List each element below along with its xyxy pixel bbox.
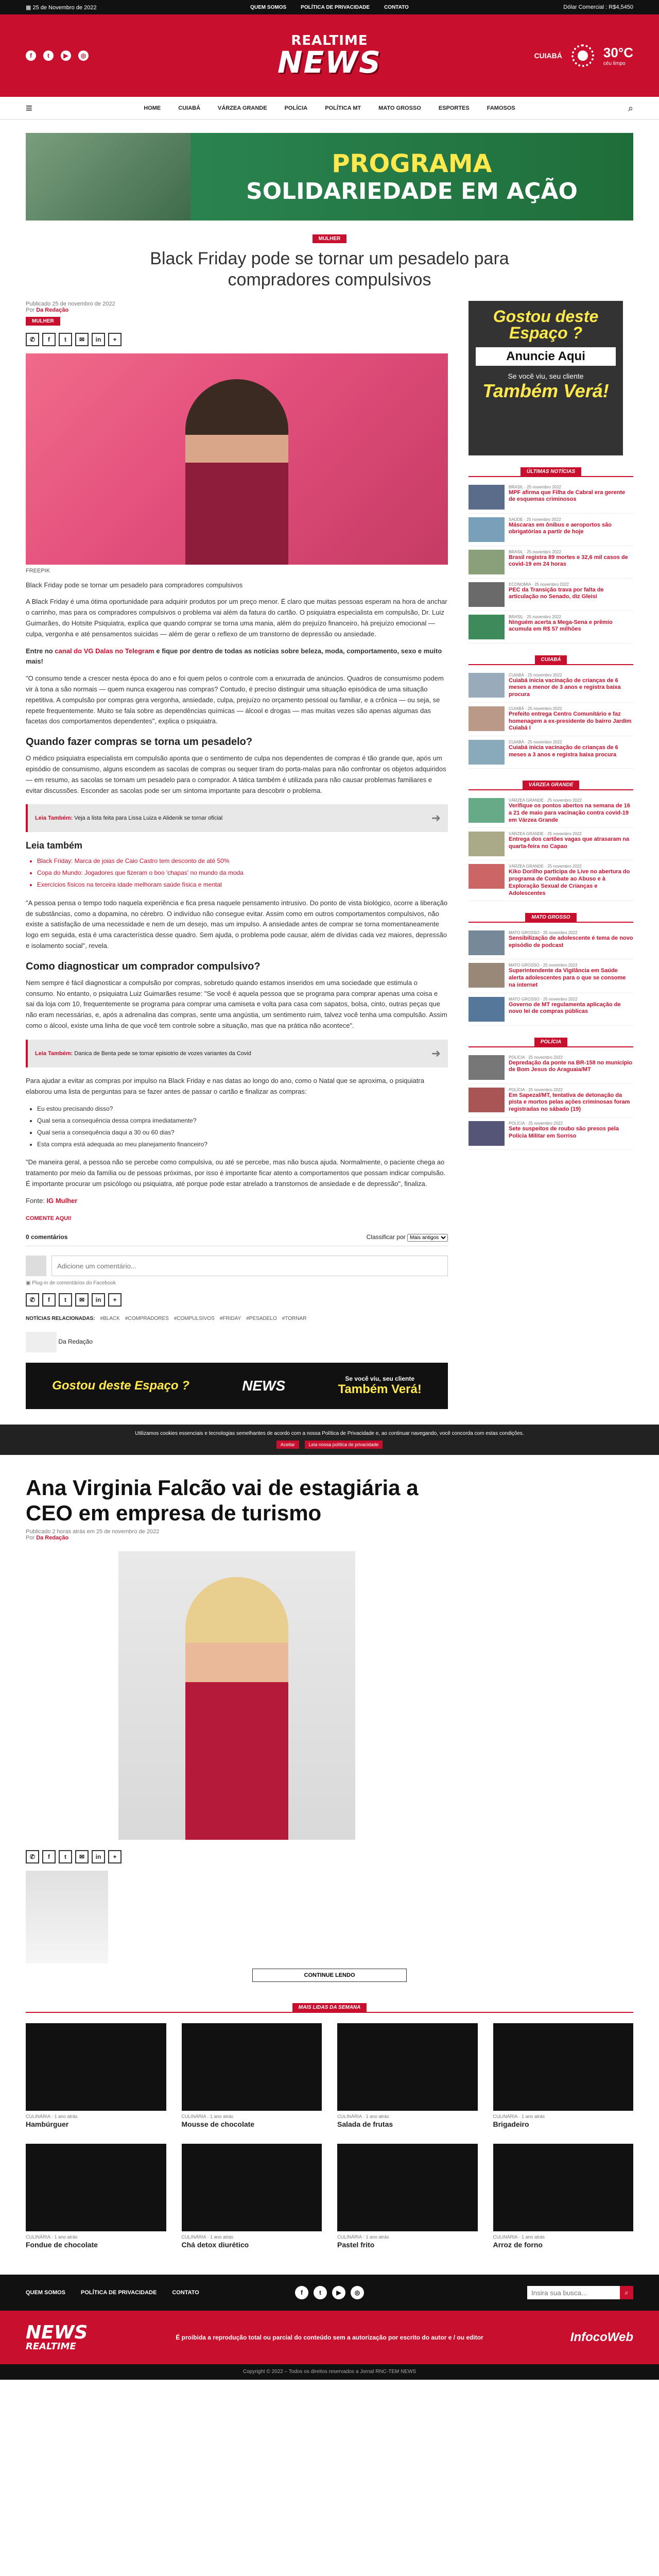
questions-list (37, 1103, 448, 1150)
card-image (493, 2023, 634, 2111)
sidebar-section-label: POLÍCIA (534, 1038, 568, 1046)
tag-link[interactable]: #COMPRADORES (125, 1316, 169, 1322)
news-title[interactable]: Cuiabá inicia vacinação de crianças de 6 meses a 3 anos e registra baixa procura (509, 744, 618, 758)
news-category: POLÍCIA · 25 novembro 2022 (509, 1087, 563, 1092)
question-item: • Eu estou precisando disso? (37, 1103, 448, 1115)
tag-link[interactable]: #PESADELO (246, 1316, 277, 1322)
section-heading: Como diagnosticar um comprador compulsivo? (26, 960, 261, 972)
news-title[interactable]: Verifique os pontos abertos na semana de 16 a 21 de maio para vacinação contra covid-19 em Várzea Grande (509, 803, 630, 823)
image-caption: FREEPIK (26, 567, 50, 574)
most-read-card[interactable] (493, 2144, 634, 2249)
sidebar-news-item[interactable] (469, 1084, 633, 1117)
footer-link-about[interactable]: QUEM SOMOS (26, 2290, 66, 2296)
card-title[interactable]: Mousse de chocolate (181, 2120, 255, 2129)
ad-side-line3: Se você viu, seu cliente (508, 371, 584, 380)
card-category: CULINÁRIA · 1 ano atrás (337, 2234, 389, 2240)
ad-banner-wide[interactable] (26, 1363, 448, 1409)
facebook-icon[interactable]: f (26, 50, 36, 61)
facebook-icon[interactable]: f (42, 1293, 56, 1307)
cookie-policy-button[interactable]: Leia nossa política de privacidade (305, 1440, 383, 1449)
comment-input[interactable] (51, 1256, 448, 1276)
news-thumbnail (469, 798, 505, 823)
question-item: • Qual seria a consequência dessa compra imediatamente? (37, 1115, 448, 1127)
logo-bottom-text: NEWS (278, 45, 381, 80)
site-header (0, 14, 659, 97)
instagram-icon[interactable]: ◎ (78, 50, 89, 61)
card-category: CULINÁRIA · 1 ano atrás (493, 2114, 545, 2120)
most-read-section (26, 2003, 633, 2249)
footer-logo[interactable] (26, 2324, 149, 2351)
related-prefix: Leia Também: (35, 1050, 73, 1057)
news-category: MATO GROSSO · 25 novembro 2022 (509, 930, 578, 936)
most-read-title: MAIS LIDAS DA SEMANA (292, 2003, 367, 2012)
card-category: CULINÁRIA · 1 ano atrás (26, 2114, 78, 2120)
comment-box (26, 1256, 448, 1276)
sidebar-section-label: ÚLTIMAS NOTÍCIAS (521, 467, 581, 476)
news-category: CUIABÁ · 25 novembro 2022 (509, 740, 562, 745)
nav-famosos[interactable]: FAMOSOS (487, 105, 515, 111)
news-thumbnail (469, 963, 505, 988)
card-title[interactable]: Salada de frutas (337, 2120, 393, 2129)
facebook-icon[interactable]: f (42, 1850, 56, 1863)
author-footer-name[interactable]: Da Redação (58, 1338, 93, 1346)
share-buttons-next (26, 1850, 633, 1863)
article-hero-image (26, 353, 448, 565)
news-title[interactable]: Em Sapezal/MT, tentativa de detonação da pista e mortos pelas ações criminosas foram registradas no sábado (19) (509, 1092, 630, 1113)
instagram-icon[interactable]: ◎ (351, 2286, 364, 2299)
article-paragraph: "De maneira geral, a pessoa não se percebe como compulsiva, ou até se percebe, mas não busca ajuda. Normalmente, o paciente chega ao tratamento por meio da família ou de pessoas próximas, por isso é importante ficar atento a comportamentos que possam indicar compulsão. É importante procurar um psicólogo ou psiquiatra, até porque pode estar atrelado a transtornos de ansiedade e de depressão", finaliza. (26, 1158, 446, 1188)
news-category: BRASIL · 25 novembro 2022 (509, 484, 561, 489)
sun-icon (571, 44, 594, 67)
related-title: Danica de Benta pede se tornar episiotrio de vozes variantes da Covid (74, 1050, 251, 1057)
source-line (26, 1196, 448, 1207)
card-image (337, 2023, 478, 2111)
most-read-card[interactable] (493, 2023, 634, 2128)
article-paragraph: Para ajudar a evitar as compras por impulso na Black Friday e nas datas ao longo do ano, como o Natal que se aproxima, o psiquiatra elaborou uma lista de perguntas para se fazer antes de passar o cartão e finalizar as compras: (26, 1076, 424, 1095)
linkedin-icon[interactable]: in (92, 1293, 105, 1307)
linkedin-icon[interactable]: in (92, 333, 105, 346)
email-icon[interactable]: ✉ (75, 1293, 89, 1307)
whatsapp-icon[interactable]: ✆ (26, 1850, 39, 1863)
related-link-box[interactable] (26, 804, 448, 832)
news-thumbnail (469, 930, 505, 955)
news-category: MATO GROSSO · 25 novembro 2022 (509, 996, 578, 1002)
article-paragraph: Nem sempre é fácil diagnosticar a compulsão por compras, sobretudo quando estamos inseridos em uma sociedade que estimula o consumo. No entanto, o psiquiatra Luiz Guimarães resume: "Se você é aquela pessoa que se programa para comprar apenas uma coisa e sai da loja com 10, frequentemente se programa para comprar uma camiseta e volta para casa com sapatos, bolsa, cinto, outras peças que não eram necessárias, e, após a adrenalina das compras, sente uma angústia, um sentimento ruim, talvez você tenha uma compulsão. Assim como o álcool, existe uma linha de que você tem controle sobre a situação, mas que na prática não acontece". (26, 978, 447, 1029)
news-title[interactable]: Governo de MT regulamenta aplicação de novo lei de compras públicas (509, 1001, 621, 1015)
top-links (228, 5, 430, 10)
news-category: CUIABÁ · 25 novembro 2022 (509, 672, 562, 677)
ad-wide-line4: Também Verá! (338, 1382, 422, 1397)
card-image (182, 2144, 322, 2231)
article-column (26, 301, 448, 1410)
tag-link[interactable]: #BLACK (100, 1316, 120, 1322)
twitter-icon[interactable]: t (43, 50, 54, 61)
footer-logo-a: NEWS (26, 2322, 88, 2344)
news-title[interactable]: Brasil registra 89 mortes e 32,6 mil casos de covid-19 em 24 horas (509, 554, 628, 568)
sidebar-news-item[interactable] (469, 481, 633, 514)
nav-cuiaba[interactable]: CUIABÁ (178, 105, 201, 111)
ad-sidebar[interactable] (469, 301, 623, 455)
most-read-grid (26, 2023, 633, 2249)
top-link-contact[interactable]: CONTATO (384, 4, 409, 10)
next-published-date: Publicado 2 horas atrás em 25 de novembro de 2022 (26, 1529, 160, 1535)
author-box (26, 1332, 448, 1352)
next-by-prefix: Por (26, 1535, 35, 1541)
sort-select[interactable] (407, 1234, 448, 1242)
whatsapp-icon[interactable]: ✆ (26, 1293, 39, 1307)
news-category: VÁRZEA GRANDE · 25 novembro 2022 (509, 798, 582, 803)
card-category: CULINÁRIA · 1 ano atrás (337, 2114, 389, 2120)
article-lead: Black Friday pode se tornar um pesadelo para compradores compulsivos (26, 581, 243, 589)
article-paragraph: "A pessoa pensa o tempo todo naquela experiência e fica presa naquele pensamento intrusivo. Do ponto de vista biológico, ocorre a liberação de substâncias, como a dopamina, no cérebro. O indivíduo não consegue evitar. Assim como em outros comportamentos compulsivos, não existe a satisfação de uma necessidade e nem de um desejo, mas um impulso. A ansiedade antes de comprar se torna momentaneamente logo em seguida, esta é uma característica desse quadro. Sem ajuda, o problema pode causar, além de dívidas cada vez maiores, depressão e isolamento social", revela. (26, 899, 448, 950)
tag-link[interactable]: #COMPULSIVOS (174, 1316, 215, 1322)
ad-side-line2: Anuncie Aqui (476, 347, 616, 366)
logo-top-text: REALTIME (291, 33, 368, 48)
current-date (26, 4, 228, 11)
comment-here-link[interactable]: COMENTE AQUI! (26, 1215, 72, 1222)
comments-plugin-label (26, 1280, 448, 1286)
most-read-card[interactable] (26, 2023, 166, 2128)
news-category: MATO GROSSO · 25 novembro 2022 (509, 963, 578, 968)
telegram-rest: e fique por dentro de todas as notícias sobre beleza, moda, comportamento, sexo e muito mais! (26, 647, 442, 666)
plus-icon[interactable]: + (108, 333, 122, 346)
ad-wide-logo: NEWS (242, 1378, 286, 1394)
youtube-icon[interactable]: ▶ (332, 2286, 345, 2299)
tag-link[interactable]: #FRIDAY (219, 1316, 241, 1322)
news-thumbnail (469, 582, 505, 607)
article-author[interactable]: Da Redação (36, 307, 69, 313)
share-buttons (26, 333, 448, 346)
promo-banner[interactable] (26, 133, 633, 221)
article-paragraph: "O consumo tende a crescer nesta época do ano e foi quem pelos o controle com a enxurrada de anúncios. Quadros de consumismo podem vir à tona a são normais — quem nunca exagerou nas compras? Contudo, é preciso distinguir uma situação episódica de uma situação repetitiva. A compulsão por compras gera vergonha, ansiedade, culpa, prejuízo no orçamento pessoal ou familiar, e a crônica — ou seja, se repete frequentemente. Muito se fala sobre as dependências químicas — álcool e drogas — mas muitas vezes são apenas algumas das facetas dos comportamentos dependentes", explica o psiquiatra. (26, 674, 444, 725)
question-item: • Esta compra está adequada ao meu planejamento financeiro? (37, 1139, 448, 1150)
section-heading: Quando fazer compras se torna um pesadelo? (26, 736, 253, 748)
news-title[interactable]: Entrega dos cartões vagas que atrasaram na quarta-feira no Capao (509, 836, 630, 850)
news-category: POLÍCIA · 25 novembro 2022 (509, 1121, 563, 1126)
card-title[interactable]: Brigadeiro (493, 2120, 529, 2129)
card-title[interactable]: Chá detox diurético (181, 2241, 249, 2249)
card-title[interactable]: Pastel frito (337, 2241, 375, 2249)
comments-bar (26, 1229, 448, 1246)
plus-icon[interactable]: + (108, 1293, 122, 1307)
news-title[interactable]: Superintendente da Vigilância em Saúde alerta adolescentes para o que se consome na internet (509, 968, 626, 988)
news-title[interactable]: Sete suspeitos de roubo são presos pela Polícia Militar em Sorriso (509, 1125, 619, 1139)
twitter-icon[interactable]: t (59, 1293, 72, 1307)
weather-city: CUIABÁ (534, 52, 562, 60)
twitter-icon[interactable]: t (59, 1850, 72, 1863)
sidebar (469, 301, 633, 1410)
avatar (26, 1256, 46, 1276)
most-read-card[interactable] (26, 2144, 166, 2249)
card-title[interactable]: Arroz de forno (493, 2241, 543, 2249)
article-paragraph: A Black Friday é uma ótima oportunidade para adquirir produtos por um preço menor. É claro que muitas pessoas esperam na hora de anchar o carrinho, mas para os compradores compulsivos o problema vai além da fatura do cartão. O psiquiatra especialista em compulsão, Dr. Luiz Guimarães, do Hotsite Psiquiatra, explica que quando comprar se torna uma mania, além do prejuízo financeiro, há prejuízo emocional — culpa, vergonha e até pensamentos suicidas — além de gerar o reflexo de um transtorno de depressão ou ansiedade. (26, 598, 447, 638)
sidebar-news-item[interactable] (469, 669, 633, 703)
footer-bar (0, 2275, 659, 2311)
site-logo[interactable] (228, 33, 430, 80)
facebook-icon: ▣ (26, 1280, 31, 1286)
youtube-icon[interactable]: ▶ (61, 50, 71, 61)
calendar-icon: ▦ (26, 4, 31, 11)
read-also-item[interactable]: • Copa do Mundo: Jogadores que fizeram o boo 'chapas' no mundo da moda (37, 867, 448, 879)
news-title[interactable]: MPF afirma que Filha de Cabral era gerente de esquemas criminosos (509, 489, 626, 503)
author-avatar (26, 1332, 57, 1352)
read-also-title: Leia também (26, 840, 83, 851)
news-thumbnail (469, 517, 505, 542)
article-meta (26, 301, 448, 313)
related-link-box[interactable] (26, 1040, 448, 1067)
sidebar-news-item[interactable] (469, 546, 633, 579)
cookie-banner (0, 1425, 659, 1455)
news-title[interactable]: Depredação da ponte na BR-158 no município de Bom Jesus do Araguaia/MT (509, 1059, 633, 1073)
sidebar-news-item[interactable] (469, 514, 633, 546)
news-thumbnail (469, 550, 505, 574)
sidebar-news-item[interactable] (469, 993, 633, 1026)
card-image (493, 2144, 634, 2231)
related-prefix: Leia Também: (35, 815, 73, 822)
card-image (182, 2023, 322, 2111)
news-thumbnail (469, 673, 505, 698)
search-icon[interactable]: ⌕ (620, 2286, 633, 2299)
ad-wide-line1: Gostou deste Espaço ? (52, 1379, 189, 1393)
news-title[interactable]: Sensibilização de adolescente é tema de novo episódio de podcast (509, 935, 633, 949)
news-thumbnail (469, 1088, 505, 1112)
card-category: CULINÁRIA · 1 ano atrás (493, 2234, 545, 2240)
sidebar-news-item[interactable] (469, 579, 633, 611)
news-thumbnail (469, 1121, 505, 1146)
news-thumbnail (469, 485, 505, 510)
banner-line2: SOLIDARIEDADE EM AÇÃO (246, 178, 578, 205)
tag-link[interactable]: #TORNAR (282, 1316, 307, 1322)
comments-count: 0 comentários (26, 1233, 68, 1241)
nav-varzea-grande[interactable]: VÁRZEA GRANDE (218, 105, 267, 111)
news-thumbnail (469, 740, 505, 765)
preview-image (26, 1871, 108, 1963)
news-title[interactable]: Ninguém acerta a Mega-Sena e prêmio acumula em R$ 57 milhões (509, 619, 613, 633)
read-also-item[interactable]: • Black Friday: Marca de joias de Caio Castro tem desconto de até 50% (37, 855, 448, 867)
facebook-icon[interactable]: f (42, 333, 56, 346)
cookie-text: Utilizamos cookies essenciais e tecnologias semelhantes de acordo com a nossa Política de Privacidade e, ao continuar navegando, você concorda com estas condições. (135, 1431, 524, 1437)
most-read-card[interactable] (182, 2023, 322, 2128)
dollar-rate: Dólar Comercial : R$4,5450 (563, 4, 633, 10)
main-nav (0, 97, 659, 120)
card-category: CULINÁRIA · 1 ano atrás (181, 2114, 234, 2120)
top-link-privacy[interactable]: POLÍTICA DE PRIVACIDADE (301, 4, 370, 10)
next-article-image (118, 1551, 355, 1840)
card-category: CULINÁRIA · 1 ano atrás (181, 2234, 234, 2240)
header-social (26, 50, 228, 61)
news-thumbnail (469, 615, 505, 639)
email-icon[interactable]: ✉ (75, 333, 89, 346)
plus-icon[interactable]: + (108, 1850, 122, 1863)
cookie-accept-button[interactable]: Aceitar (276, 1440, 299, 1449)
news-category: BRASIL · 25 novembro 2022 (509, 549, 561, 554)
news-thumbnail (469, 832, 505, 856)
weather-temp: 30°C (603, 45, 633, 60)
related-tags (26, 1316, 448, 1321)
read-also-list (37, 855, 448, 890)
sidebar-news-item[interactable] (469, 860, 633, 901)
nav-policia[interactable]: POLÍCIA (284, 105, 308, 111)
most-read-card[interactable] (182, 2144, 322, 2249)
news-title[interactable]: Cuiabá inicia vacinação de crianças de 6 meses a menor de 3 anos e registra baixa procura (509, 677, 621, 698)
twitter-icon[interactable]: t (59, 333, 72, 346)
card-title[interactable]: Hambúrguer (26, 2120, 69, 2129)
banner-line1: PROGRAMA (332, 149, 492, 178)
linkedin-icon[interactable]: in (92, 1850, 105, 1863)
share-buttons-bottom (26, 1293, 448, 1307)
news-thumbnail (469, 706, 505, 731)
news-category: VÁRZEA GRANDE · 25 novembro 2022 (509, 864, 582, 869)
next-article-meta (26, 1529, 633, 1541)
news-thumbnail (469, 864, 505, 889)
sidebar-news-item[interactable] (469, 927, 633, 959)
telegram-prefix: Entre no (26, 647, 53, 655)
continue-reading-button[interactable]: CONTINUE LENDO (252, 1969, 407, 1982)
search-icon[interactable]: ⌕ (628, 103, 633, 113)
copyright-bar: Copyright © 2022 – Todos os direitos reservados a Jornal RNC-TEM NEWS (0, 2364, 659, 2380)
telegram-link[interactable]: canal do VG Dalas no Telegram (55, 647, 154, 655)
sidebar-news-item[interactable] (469, 1052, 633, 1084)
next-article-title[interactable]: Ana Virginia Falcão vai de estagiária a CEO em empresa de turismo (26, 1476, 419, 1525)
news-title[interactable]: Prefeito entrega Centro Comunitário e faz homenagem a ex-presidente do bairro Jardim Cuiabá I (509, 710, 632, 732)
next-article-preview (26, 1871, 633, 1963)
sidebar-news-item[interactable] (469, 611, 633, 643)
news-category: SAÚDE · 25 novembro 2022 (509, 517, 561, 522)
twitter-icon[interactable]: t (314, 2286, 327, 2299)
footer-search-input[interactable] (527, 2286, 620, 2299)
sidebar-section-title (469, 467, 633, 477)
source-prefix: Fonte: (26, 1196, 45, 1205)
facebook-icon[interactable]: f (295, 2286, 308, 2299)
most-read-card[interactable] (337, 2144, 478, 2249)
plugin-text[interactable]: Plug-in de comentários do Facebook (32, 1280, 116, 1286)
news-category: VÁRZEA GRANDE · 25 novembro 2022 (509, 832, 582, 837)
sidebar-section-title (469, 780, 633, 790)
nav-home[interactable]: HOME (144, 105, 161, 111)
sidebar-section-title (469, 1037, 633, 1047)
arrow-right-icon: ➜ (431, 1046, 441, 1060)
nav-mato-grosso[interactable]: MATO GROSSO (378, 105, 421, 111)
next-article (26, 1476, 633, 1982)
sidebar-section-label: VÁRZEA GRANDE (523, 781, 580, 789)
telegram-paragraph (26, 646, 448, 668)
sidebar-news-item[interactable] (469, 1117, 633, 1150)
read-also-item[interactable]: • Exercícios físicos na terceira idade melhoram saúde física e mental (37, 879, 448, 891)
whatsapp-icon[interactable]: ✆ (26, 333, 39, 346)
published-date: Publicado 25 de novembro de 2022 (26, 300, 115, 307)
card-category: CULINÁRIA · 1 ano atrás (26, 2234, 78, 2240)
next-author[interactable]: Da Redação (36, 1535, 69, 1541)
news-title[interactable]: Kiko Dorilho participa de Live no abertura do programa de Combate ao Abuso e à Exploração Sexual de Crianças e Adolescentes (509, 869, 630, 896)
developer-logo[interactable]: InfocoWeb (570, 2330, 633, 2345)
email-icon[interactable]: ✉ (75, 1850, 89, 1863)
article-title: Black Friday pode se tornar um pesadelo para compradores compulsivos (150, 249, 509, 290)
footer-link-contact[interactable]: CONTATO (172, 2290, 199, 2296)
sidebar-news-item[interactable] (469, 736, 633, 769)
nav-politica-mt[interactable]: POLÍTICA MT (325, 105, 361, 111)
top-link-about[interactable]: QUEM SOMOS (250, 4, 287, 10)
sidebar-section-title (469, 912, 633, 923)
article-paragraph: O médico psiquiatra especialista em compulsão aponta que o sentimento de culpa nos dependentes de compras é tão grande que, após um episódio de consumismo, alguns escondem as sacolas de compras ou sequer tiram do porta-malas para não confrontar os objetos adquiridos — em resumo, as sacolas se tornam um pesadelo para o comprador. A tática também é utilizada para não causar problemas familiares e evitar discussões. Esconder as sacolas pode ser um sintoma importante para descobrir o problema. (26, 754, 446, 794)
sort-label: Classificar por (366, 1233, 406, 1241)
news-title[interactable]: Máscaras em ônibus e aeroportos são obrigatórias a partir de hoje (509, 521, 612, 535)
sidebar-news-item[interactable] (469, 794, 633, 828)
card-image (26, 2144, 166, 2231)
news-thumbnail (469, 1055, 505, 1080)
footer-logo-b: REALTIME (26, 2341, 76, 2352)
by-prefix: Por (26, 307, 35, 313)
footer-link-privacy[interactable]: POLÍTICA DE PRIVACIDADE (81, 2290, 157, 2296)
sidebar-section-label: CUIABÁ (535, 655, 567, 664)
weather-widget (431, 44, 633, 67)
news-category: ECONOMIA · 25 novembro 2022 (509, 582, 569, 587)
related-title: Veja a lista feita para Lissa Luiza e Alidenik se tornar oficial (74, 815, 223, 822)
news-category: POLÍCIA · 25 novembro 2022 (509, 1055, 563, 1060)
tags-label: NOTÍCIAS RELACIONADAS: (26, 1316, 95, 1322)
source-link[interactable]: IG Mulher (46, 1196, 78, 1205)
nav-esportes[interactable]: ESPORTES (438, 105, 470, 111)
news-category: CUIABÁ · 25 novembro 2022 (509, 706, 562, 711)
date-text: 25 de Novembro de 2022 (32, 4, 97, 11)
news-thumbnail (469, 997, 505, 1022)
sidebar-section-title (469, 655, 633, 665)
ad-side-line4: Também Verá! (482, 380, 609, 401)
news-title[interactable]: PEC da Transição trava por falta de articulação no Senado, diz Gleisi (509, 586, 604, 600)
sidebar-news-item[interactable] (469, 959, 633, 993)
card-image (337, 2144, 478, 2231)
most-read-card[interactable] (337, 2023, 478, 2128)
ad-side-line1: Gostou deste Espaço ? (493, 307, 599, 342)
card-title[interactable]: Fondue de chocolate (26, 2241, 98, 2249)
footer-brand (0, 2311, 659, 2364)
card-image (26, 2023, 166, 2111)
banner-image (26, 133, 190, 221)
ad-wide-line3: Se você viu, seu cliente (345, 1375, 415, 1383)
arrow-right-icon: ➜ (431, 811, 441, 825)
sidebar-section-label: MATO GROSSO (525, 913, 576, 922)
weather-sky: céu limpo (603, 61, 626, 66)
article-category[interactable]: MULHER (313, 234, 347, 243)
footer-note: É proibida a reprodução total ou parcial do conteúdo sem a autorização por escrito do autor e / ou editor (176, 2334, 483, 2342)
article-category-tag[interactable]: MULHER (26, 317, 60, 326)
sidebar-news-item[interactable] (469, 703, 633, 736)
nav-items (46, 105, 613, 111)
news-category: BRASIL · 25 novembro 2022 (509, 614, 561, 619)
sidebar-news-item[interactable] (469, 828, 633, 860)
top-bar (0, 0, 659, 14)
hamburger-menu-icon[interactable]: ≡ (26, 101, 32, 114)
question-item: • Qual seria a consequência daqui a 30 ou 60 dias? (37, 1127, 448, 1139)
